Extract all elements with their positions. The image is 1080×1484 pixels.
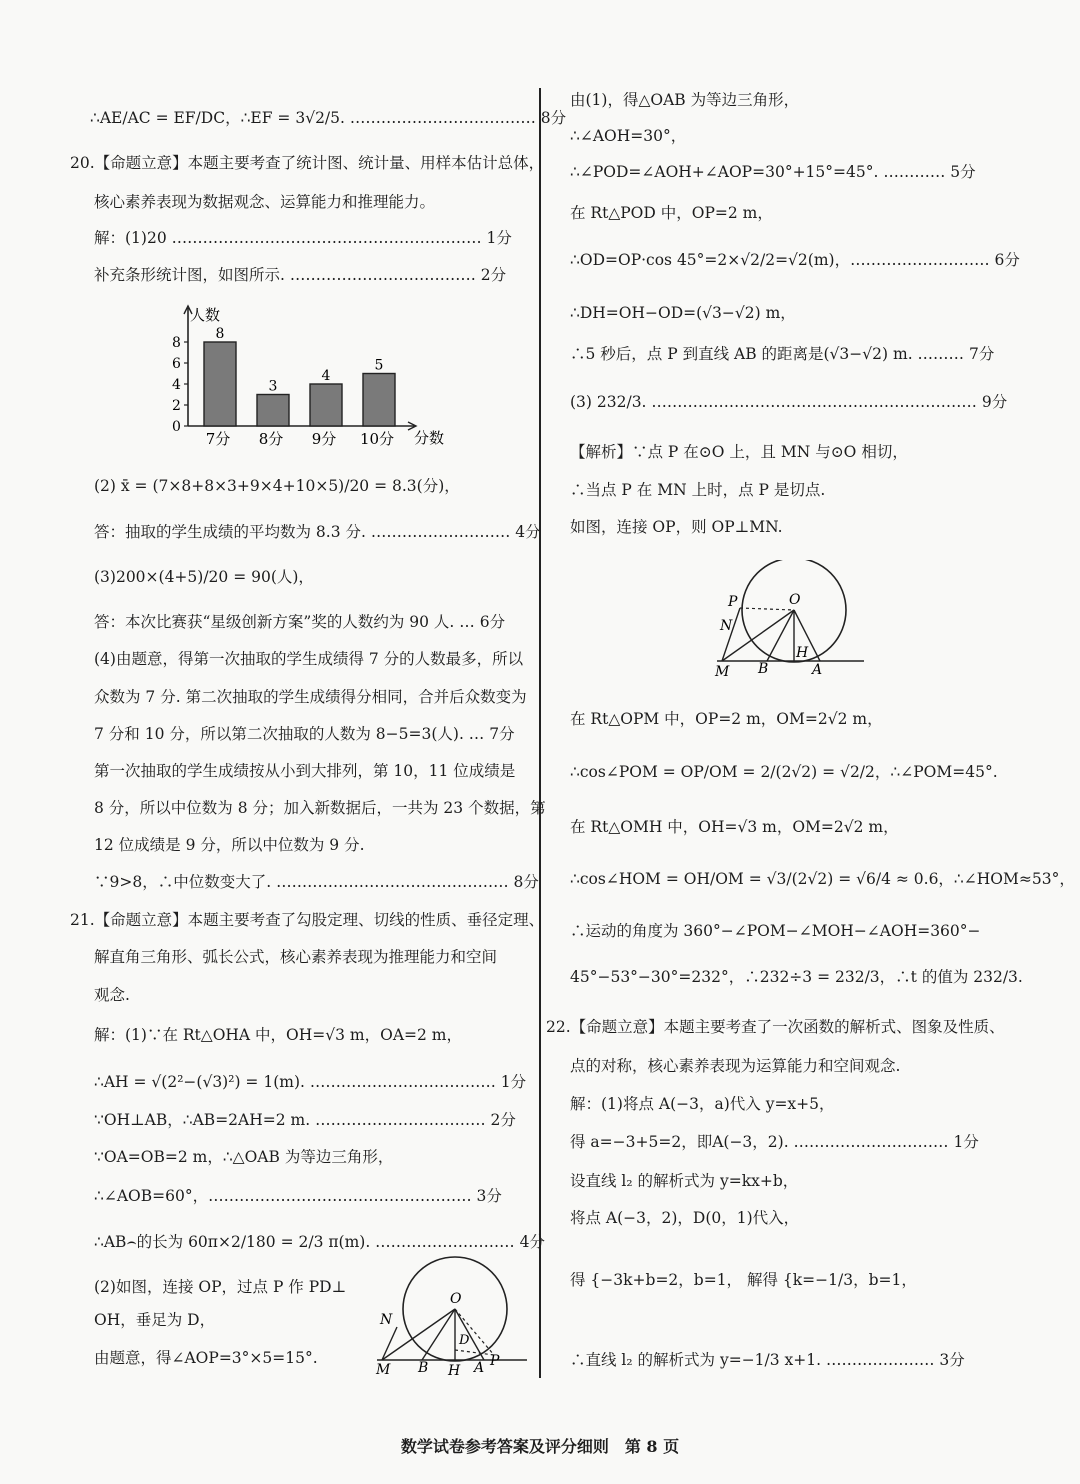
left-line-3: 解：(1)20 …………………………………………………… 1分 bbox=[94, 229, 512, 247]
right-line-9: ∴当点 P 在 MN 上时，点 P 是切点. bbox=[570, 481, 826, 499]
left-line-5: (2) x̄ = (7×8+8×3+9×4+10×5)/20 = 8.3(分)， bbox=[94, 477, 460, 495]
geometry-figure-2 bbox=[372, 1255, 532, 1380]
left-line-24: ∴AB⌢的长为 60π×2/180 = 2/3 π(m). ……………………… 4分 bbox=[94, 1233, 545, 1251]
left-line-9: (4)由题意，得第一次抽取的学生成绩得 7 分的人数最多，所以 bbox=[94, 650, 524, 668]
y-axis-label: 人数 bbox=[190, 306, 221, 324]
left-line-26: OH，垂足为 D， bbox=[94, 1311, 216, 1329]
right-line-15: ∴运动的角度为 360°−∠POM−∠MOH−∠AOH=360°− bbox=[570, 922, 981, 940]
fig1-label-N: N bbox=[720, 618, 733, 634]
left-line-14: 12 位成绩是 9 分，所以中位数为 9 分. bbox=[94, 836, 365, 854]
fig2-label-M: M bbox=[376, 1362, 391, 1378]
left-line-23: ∴∠AOB=60°，…………………………………………… 3分 bbox=[94, 1187, 502, 1205]
right-line-23: 得 {−3k+b=2，b=1， 解得 {k=−1/3，b=1， bbox=[570, 1271, 917, 1289]
bar-10分 bbox=[363, 374, 395, 427]
fig2-label-P: P bbox=[490, 1353, 500, 1369]
left-line-15: ∵9>8，∴中位数变大了. ……………………………………… 8分 bbox=[94, 873, 539, 891]
fig1-label-M: M bbox=[715, 664, 730, 680]
bar-value-label: 5 bbox=[374, 357, 384, 374]
left-line-7: (3)200×(4+5)/20 = 90(人)， bbox=[94, 568, 314, 586]
fig2-label-A: A bbox=[474, 1360, 485, 1376]
bar-value-label: 3 bbox=[268, 378, 278, 395]
y-tick-label: 6 bbox=[172, 356, 181, 372]
right-line-10: 如图，连接 OP，则 OP⊥MN. bbox=[570, 518, 783, 536]
right-line-22: 将点 A(−3，2)，D(0，1)代入， bbox=[570, 1209, 800, 1227]
left-line-16: 21.【命题立意】本题主要考查了勾股定理、切线的性质、垂径定理、 bbox=[70, 911, 545, 929]
right-line-24: ∴直线 l₂ 的解析式为 y=−1/3 x+1. ………………… 3分 bbox=[570, 1351, 965, 1369]
left-line-11: 7 分和 10 分，所以第二次抽取的人数为 8−5=3(人). … 7分 bbox=[94, 725, 515, 743]
bar-chart bbox=[160, 300, 460, 460]
fig2-label-D: D bbox=[459, 1333, 470, 1348]
y-tick-label: 4 bbox=[172, 377, 181, 393]
fig2-label-B: B bbox=[418, 1360, 429, 1376]
right-line-6: ∴5 秒后，点 P 到直线 AB 的距离是(√3−√2) m. ……… 7分 bbox=[570, 345, 995, 363]
right-line-4: ∴OD=OP·cos 45°=2×√2/2=√2(m)，……………………… 6分 bbox=[570, 251, 1020, 269]
right-line-11: 在 Rt△OPM 中，OP=2 m，OM=2√2 m， bbox=[570, 710, 883, 728]
right-line-8: 【解析】∵点 P 在⊙O 上，且 MN 与⊙O 相切， bbox=[570, 443, 908, 461]
left-line-12: 第一次抽取的学生成绩按从小到大排列，第 10，11 位成绩是 bbox=[94, 762, 516, 780]
left-line-8: 答：本次比赛获“星级创新方案”奖的人数约为 90 人. … 6分 bbox=[94, 613, 506, 631]
left-line-13: 8 分，所以中位数为 8 分；加入新数据后，一共为 23 个数据，第 bbox=[94, 799, 546, 817]
right-line-12: ∴cos∠POM = OP/OM = 2/(2√2) = √2/2，∴∠POM=45°. bbox=[570, 763, 998, 781]
x-axis-label: 分数 bbox=[414, 429, 445, 447]
left-line-25: (2)如图，连接 OP，过点 P 作 PD⊥ bbox=[94, 1278, 347, 1296]
bar-7分 bbox=[204, 342, 236, 426]
left-line-20: ∴AH = √(2²−(√3)²) = 1(m). ……………………………… 1分 bbox=[94, 1073, 527, 1091]
y-tick-label: 8 bbox=[172, 335, 181, 351]
left-line-18: 观念. bbox=[94, 986, 130, 1004]
right-line-5: ∴DH=OH−OD=(√3−√2) m， bbox=[570, 304, 796, 322]
left-line-4: 补充条形统计图，如图所示. ……………………………… 2分 bbox=[94, 266, 507, 284]
right-line-13: 在 Rt△OMH 中，OH=√3 m，OM=2√2 m， bbox=[570, 818, 899, 836]
left-line-21: ∵OH⊥AB，∴AB=2AH=2 m. …………………………… 2分 bbox=[94, 1111, 516, 1129]
right-line-17: 22.【命题立意】本题主要考查了一次函数的解析式、图象及性质、 bbox=[546, 1018, 1005, 1036]
y-tick-label: 2 bbox=[172, 398, 181, 414]
fig1-label-H: H bbox=[796, 645, 809, 661]
right-line-16: 45°−53°−30°=232°，∴232÷3 = 232/3，∴t 的值为 232/3. bbox=[570, 968, 1023, 986]
fig1-label-P: P bbox=[728, 594, 738, 610]
right-line-1: ∴∠AOH=30°， bbox=[570, 127, 687, 145]
x-tick-label: 10分 bbox=[359, 430, 395, 448]
right-line-14: ∴cos∠HOM = OH/OM = √3/(2√2) = √6/4 ≈ 0.6，∴∠HOM≈53°， bbox=[570, 870, 1075, 888]
column-divider bbox=[539, 88, 541, 1378]
left-line-6: 答：抽取的学生成绩的平均数为 8.3 分. ……………………… 4分 bbox=[94, 523, 541, 541]
bar-8分 bbox=[257, 395, 289, 427]
right-line-20: 得 a=−3+5=2，即A(−3，2). ………………………… 1分 bbox=[570, 1133, 979, 1151]
bar-value-label: 4 bbox=[321, 368, 331, 384]
x-tick-label: 7分 bbox=[205, 430, 231, 448]
left-line-19: 解：(1)∵在 Rt△OHA 中，OH=√3 m，OA=2 m， bbox=[94, 1026, 462, 1044]
x-tick-label: 8分 bbox=[258, 430, 284, 448]
right-line-19: 解：(1)将点 A(−3，a)代入 y=x+5， bbox=[570, 1095, 835, 1113]
geometry-figure-1 bbox=[712, 560, 872, 685]
left-line-10: 众数为 7 分. 第二次抽取的学生成绩得分相同，合并后众数变为 bbox=[94, 688, 527, 706]
left-line-0: ∴AE/AC = EF/DC，∴EF = 3√2/5. ……………………………… 8分 bbox=[90, 109, 567, 127]
x-tick-label: 9分 bbox=[311, 430, 337, 448]
right-line-0: 由(1)，得△OAB 为等边三角形， bbox=[570, 91, 800, 109]
fig2-label-H: H bbox=[448, 1363, 461, 1379]
fig2-label-N: N bbox=[380, 1312, 393, 1328]
fig1-label-B: B bbox=[758, 661, 769, 677]
right-line-3: 在 Rt△POD 中，OP=2 m， bbox=[570, 204, 773, 222]
right-line-7: (3) 232/3. ……………………………………………………… 9分 bbox=[570, 393, 1008, 411]
left-line-22: ∵OA=OB=2 m，∴△OAB 为等边三角形， bbox=[94, 1148, 394, 1166]
bar-value-label: 8 bbox=[215, 326, 225, 342]
left-line-2: 核心素养表现为数据观念、运算能力和推理能力。 bbox=[94, 193, 436, 211]
left-line-27: 由题意，得∠AOP=3°×5=15°. bbox=[94, 1349, 318, 1367]
page-footer: 数学试卷参考答案及评分细则 第 8 页 bbox=[400, 1437, 680, 1456]
fig1-label-A: A bbox=[812, 662, 823, 678]
y-tick-label: 0 bbox=[172, 419, 181, 435]
bar-9分 bbox=[310, 384, 342, 426]
fig1-label-O: O bbox=[789, 592, 801, 608]
right-line-21: 设直线 l₂ 的解析式为 y=kx+b， bbox=[570, 1172, 799, 1190]
left-line-17: 解直角三角形、弧长公式，核心素养表现为推理能力和空间 bbox=[94, 948, 498, 966]
right-line-18: 点的对称，核心素养表现为运算能力和空间观念. bbox=[570, 1057, 901, 1075]
fig2-label-O: O bbox=[450, 1291, 462, 1307]
left-line-1: 20.【命题立意】本题主要考查了统计图、统计量、用样本估计总体， bbox=[70, 154, 545, 172]
right-line-2: ∴∠POD=∠AOH+∠AOP=30°+15°=45°. ………… 5分 bbox=[570, 163, 976, 181]
